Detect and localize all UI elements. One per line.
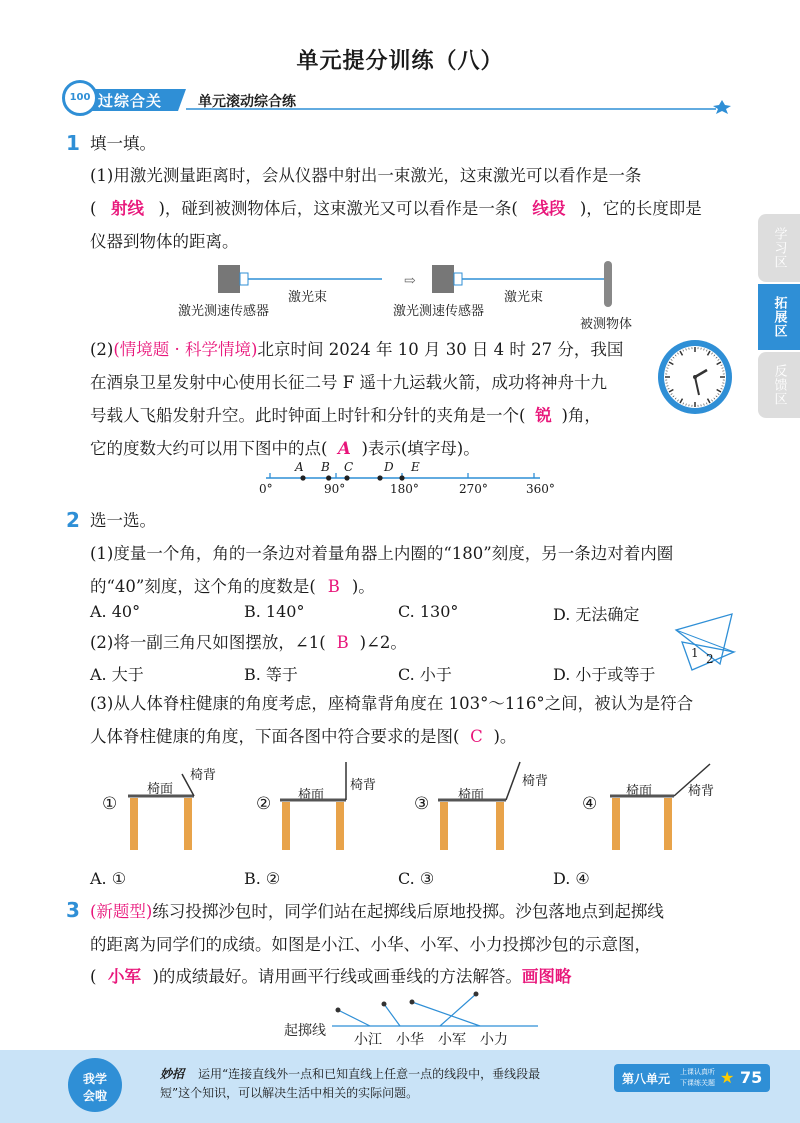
tick-label: 180° — [390, 482, 419, 496]
q2-part1-line1: (1)度量一个角，角的一条边对着量角器上内圈的“180”刻度，另一条边对着内圈 — [90, 544, 674, 563]
student-label: 小华 — [396, 1032, 424, 1048]
sensor-box-right — [432, 265, 454, 293]
text: (2)将一副三角尺如图摆放，∠1( — [90, 633, 326, 652]
seat-label: 椅面 — [458, 788, 485, 803]
seat-label: 椅面 — [147, 782, 174, 797]
sidebar-tab-feedback[interactable] — [758, 352, 800, 418]
question-tag: (新题型) — [90, 902, 153, 921]
student-label: 小军 — [438, 1032, 466, 1048]
question-number: 3 — [66, 898, 80, 922]
sidebar-tab-label: 学习区 — [771, 227, 787, 269]
option[interactable]: A. ① — [90, 869, 127, 888]
text: )的成绩最好。请用画平行线或画垂线的方法解答。 — [152, 967, 522, 986]
text: )角， — [561, 406, 601, 425]
option[interactable]: C. ③ — [398, 869, 435, 888]
section-badge-label: 过综合关 — [98, 92, 163, 110]
text: ( — [90, 199, 97, 218]
text: )∠2。 — [359, 633, 407, 652]
student-label: 小力 — [480, 1032, 508, 1048]
question-number: 2 — [66, 508, 80, 532]
number-line-labels — [250, 462, 570, 502]
sensor-label-left: 激光测速传感器 — [178, 304, 270, 319]
tick-label: 90° — [324, 482, 346, 496]
q1-part2-line2: 在酒泉卫星发射中心使用长征二号 F 遥十九运载火箭，成功将神舟十九 — [90, 373, 607, 392]
point-label: C — [344, 460, 354, 474]
text: )，它的长度即是 — [579, 199, 702, 218]
target-object — [604, 261, 612, 307]
text: )，碰到被测物体后，这束激光又可以看作是一条( — [158, 199, 518, 218]
answer: 线段 — [532, 199, 566, 218]
text: 北京时间 2024 年 10 月 30 日 4 时 27 分，我国 — [257, 340, 624, 359]
question-tag: (情境题 · 科学情境) — [113, 340, 258, 359]
sensor-nozzle-left — [240, 273, 248, 285]
tick-label: 270° — [459, 482, 488, 496]
point-label: E — [411, 460, 420, 474]
option[interactable]: D. ④ — [553, 869, 590, 888]
answer: 锐 — [535, 406, 552, 425]
seat-label: 椅面 — [626, 784, 653, 799]
page-footer — [0, 1050, 800, 1123]
text: )。 — [351, 577, 375, 596]
star-icon: ★ — [720, 1068, 735, 1087]
sidebar-tab-label: 反馈区 — [771, 364, 787, 406]
chair-figure — [90, 760, 240, 860]
question-heading: 填一填。 — [90, 134, 156, 153]
q1-part2-line3 — [90, 406, 601, 426]
answer: B — [336, 633, 349, 652]
question-number: 1 — [66, 131, 80, 155]
back-label: 椅背 — [190, 768, 217, 783]
q2-part3-line2 — [90, 727, 516, 747]
sensor-box-left — [218, 265, 240, 293]
tip-line: 运用“连接直线外一点和已知直线上任意一点的线段中，垂线段最 — [198, 1067, 541, 1081]
chair-figure — [580, 760, 730, 860]
beam-label-right: 激光束 — [504, 290, 544, 305]
back-label: 椅背 — [350, 778, 377, 793]
sidebar-tab-label: 拓展区 — [771, 296, 787, 338]
point-label: D — [384, 460, 394, 474]
text: 练习投掷沙包时，同学们站在起掷线后原地投掷。沙包落地点到起掷线 — [152, 902, 664, 921]
chair-mark: ② — [256, 794, 272, 814]
q2-part3-line1: (3)从人体脊柱健康的角度考虑，座椅靠背角度在 103°～116°之间，被认为是符合 — [90, 694, 694, 713]
point-label: A — [295, 460, 304, 474]
answer: 小军 — [107, 967, 141, 986]
tick-label: 0° — [259, 482, 273, 496]
back-label: 椅背 — [688, 784, 715, 799]
q2-part1-line2 — [90, 577, 375, 597]
text: (2) — [90, 340, 114, 359]
page-title: 单元提分训练（八） — [296, 48, 504, 74]
option[interactable]: A. 40° — [90, 602, 141, 621]
chair-mark: ① — [102, 794, 118, 814]
tip-label: 妙招 — [160, 1067, 185, 1081]
badge-line: 我学 — [82, 1072, 107, 1086]
badge-icon: 100 — [62, 80, 98, 116]
option[interactable]: C. 130° — [398, 602, 459, 621]
back-label: 椅背 — [522, 774, 549, 789]
chairs-row — [90, 760, 730, 860]
answer: B — [327, 577, 340, 596]
arrow-symbol: ⇨ — [404, 273, 416, 289]
unit-label: 第八单元 — [622, 1072, 671, 1086]
chair-mark: ④ — [582, 794, 598, 814]
small-text: 下课练关题 — [680, 1079, 715, 1087]
sidebar-tab-study[interactable] — [758, 214, 800, 282]
text: 号载人飞船发射升空。此时钟面上时针和分针的夹角是一个( — [90, 406, 526, 425]
seat-label: 椅面 — [298, 788, 325, 803]
text: 它的度数大约可以用下图中的点( — [90, 439, 328, 458]
footer-badge — [68, 1058, 122, 1112]
tip-line: 短”这个知识，可以解决生活中相关的实际问题。 — [160, 1086, 419, 1100]
beam-label-left: 激光束 — [288, 290, 328, 305]
q3-line2: 的距离为同学们的成绩。如图是小江、小华、小军、小力投掷沙包的示意图， — [90, 935, 651, 954]
target-label: 被测物体 — [580, 317, 633, 332]
q3-line1 — [90, 902, 664, 922]
tick-label: 360° — [526, 482, 555, 496]
answer-note: 画图略 — [521, 967, 572, 986]
angle-label: 2 — [706, 652, 714, 666]
student-label: 小江 — [354, 1032, 382, 1048]
q1-part1-line2 — [90, 199, 702, 219]
q3-line3 — [90, 967, 571, 987]
section-header-bg — [66, 86, 736, 114]
text: )表示(填字母)。 — [361, 439, 480, 458]
sidebar-tab-extend[interactable] — [758, 284, 800, 350]
chair-mark: ③ — [414, 794, 430, 814]
section-header — [66, 86, 736, 112]
answer: A — [338, 439, 351, 458]
option[interactable]: D. 无法确定 — [553, 605, 640, 624]
text: 人体脊柱健康的角度，下面各图中符合要求的是图( — [90, 727, 460, 746]
chair-figure — [250, 760, 400, 860]
option[interactable]: B. 等于 — [244, 665, 298, 684]
sensor-nozzle-right — [454, 273, 462, 285]
q2-part2-line — [90, 633, 407, 653]
q1-part2-line1 — [90, 340, 623, 360]
page-number: 75 — [740, 1068, 763, 1087]
point-label: B — [321, 460, 330, 474]
option[interactable]: B. 140° — [244, 602, 305, 621]
text: )。 — [493, 727, 517, 746]
text: 的“40”刻度，这个角的度数是( — [90, 577, 316, 596]
small-text: 上课认真听 — [680, 1068, 715, 1076]
text: ( — [90, 967, 97, 986]
clock-icon — [656, 338, 734, 416]
throw-line-label: 起掷线 — [284, 1023, 326, 1039]
sensor-label-right: 激光测速传感器 — [393, 304, 485, 319]
question-heading: 选一选。 — [90, 511, 156, 530]
option[interactable]: A. 大于 — [90, 665, 144, 684]
q1-part1-line1: (1)用激光测量距离时，会从仪器中射出一束激光，这束激光可以看作是一条 — [90, 166, 642, 185]
option[interactable]: B. ② — [244, 869, 281, 888]
option[interactable]: C. 小于 — [398, 665, 452, 684]
laser-figure — [170, 255, 650, 335]
chair-figure — [408, 760, 568, 860]
section-subtitle: 单元滚动综合练 — [198, 94, 296, 110]
unit-box — [614, 1064, 770, 1092]
option[interactable]: D. 小于或等于 — [553, 665, 656, 684]
answer: 射线 — [110, 199, 144, 218]
q1-part2-line4 — [90, 439, 480, 459]
badge-line: 会啦 — [82, 1089, 107, 1103]
angle-label: 1 — [691, 646, 699, 660]
q1-part1-line3: 仪器到物体的距离。 — [90, 232, 239, 251]
answer: C — [470, 727, 483, 746]
